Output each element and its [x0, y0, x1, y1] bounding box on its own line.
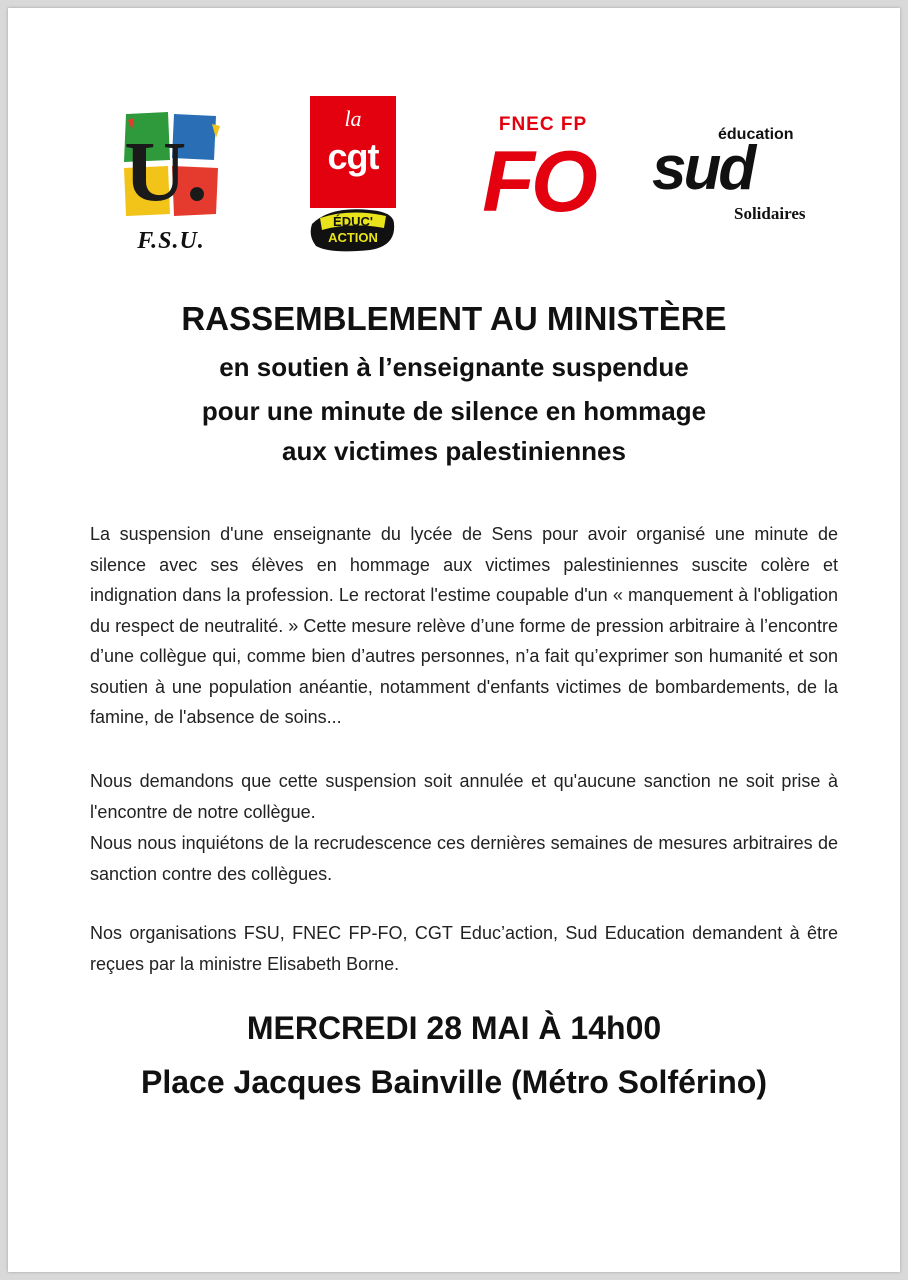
cgt-tag-educ: ÉDUC' — [333, 214, 373, 229]
fsu-caption: F.S.U. — [137, 228, 205, 254]
body-paragraph-organisations: Nos organisations FSU, FNEC FP-FO, CGT Educ’action, Sud Education demandent à être reçues par la ministre Elisabeth Borne. — [90, 923, 838, 974]
body-paragraph-concern: Nous nous inquiétons de la recrudescence ces dernières semaines de mesures arbitraires de sanction contre des collègues. — [90, 833, 838, 884]
union-logos — [8, 8, 900, 268]
subtitle-line-3: aux victimes palestiniennes — [282, 436, 626, 466]
fsu-logo — [116, 110, 226, 254]
sud-logo — [652, 126, 812, 236]
event-date: MERCREDI 28 MAI À 14h00 — [246, 1010, 662, 1046]
cgt-logo — [310, 96, 396, 256]
flyer-page — [8, 8, 900, 1272]
event-location: Place Jacques Bainville (Métro Solférino) — [141, 1064, 767, 1100]
svg-text:U.: U. — [124, 123, 208, 219]
subtitle-line-2: pour une minute de silence en hommage — [201, 396, 707, 426]
subtitle-line-1: en soutien à l’enseignante suspendue — [219, 352, 689, 382]
fo-fnec-text: FNEC FP — [498, 114, 588, 135]
fo-logo — [478, 114, 598, 244]
cgt-la-text: la — [344, 106, 362, 131]
cgt-name: cgt — [327, 136, 379, 177]
page-title: RASSEMBLEMENT AU MINISTÈRE — [181, 300, 727, 337]
fsu-emblem-icon — [116, 110, 226, 222]
cgt-tag-action: ACTION — [328, 230, 378, 245]
sud-name: sud — [652, 134, 754, 203]
body-paragraph-demand: Nous demandons que cette suspension soit annulée et qu'aucune sanction ne soit prise à l'encontre de notre collègue. — [90, 771, 838, 822]
sud-solidaires-text: Solidaires — [734, 204, 806, 223]
sud-education-text: éducation — [718, 126, 794, 143]
body-paragraph-context: La suspension d'une enseignante du lycée de Sens pour avoir organisé une minute de silence avec ses élèves en hommage aux victimes palestiniennes suscite colère et indignation dans la profession. Le rectorat l'estime coupable d'un « manquement à l'obligation du respect de neutralité. » Cette mesure relève d’une forme de pression arbitraire à l’encontre d’une collègue qui, comme bien d’autres personnes, n’a fait qu’exprimer son humanité et son soutien à une population anéantie, notamment d'enfants victimes de bombardements, de la famine, de l'absence de soins... — [90, 524, 838, 727]
fo-name: FO — [482, 134, 594, 230]
